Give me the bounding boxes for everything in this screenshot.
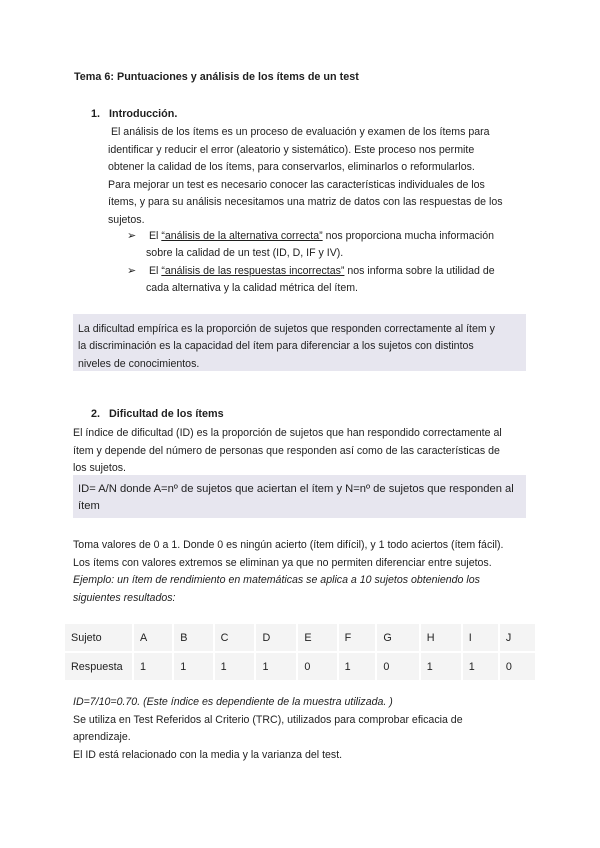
formula-box [73, 475, 526, 518]
formula-line: ítem [78, 500, 100, 512]
table-cell: 1 [338, 652, 377, 680]
table-cell: Respuesta [65, 652, 133, 680]
table-cell: 1 [214, 652, 256, 680]
body-line: sujetos. [108, 213, 145, 226]
body-line: El índice de dificultad (ID) es la proporción de sujetos que han respondido correctamente al [73, 427, 502, 439]
table-cell: E [297, 624, 337, 652]
callout-line: niveles de conocimientos. [78, 357, 200, 370]
section-2-heading [91, 408, 224, 420]
result-line: ID=7/10=0.70. (Este índice es dependiente de la muestra utilizada. ) [73, 696, 393, 708]
body-line: identificar y reducir el error (aleatorio y sistemático). Este proceso nos permite [108, 143, 475, 156]
body-line: Los ítems con valores extremos se eliminan ya que no permiten diferenciar entre sujetos. [73, 556, 492, 569]
document-title: Tema 6: Puntuaciones y análisis de los ítems de un test [74, 71, 359, 83]
results-table [65, 624, 537, 680]
closing-paragraph [73, 694, 463, 764]
body-line: Para mejorar un test es necesario conocer las características individuales de los [108, 178, 485, 191]
table-cell: D [255, 624, 297, 652]
section-2-title: Dificultad de los ítems [109, 408, 224, 420]
table-cell: 1 [462, 652, 499, 680]
body-line: Toma valores de 0 a 1. Donde 0 es ningún acierto (ítem difícil), y 1 todo aciertos (ítem fácil). [73, 539, 504, 551]
body-line: ítem y depende del número de personas que responden así como de las características de [73, 444, 500, 457]
callout-line: la discriminación es la capacidad del ítem para diferenciar a los sujetos con distintos [78, 340, 474, 353]
table-cell: H [420, 624, 462, 652]
table-cell: J [499, 624, 536, 652]
body-line: ítems, y para su análisis necesitamos una matriz de datos con las respuestas de los [108, 196, 503, 209]
bullet-text: El “análisis de la alternativa correcta” nos proporciona mucha información [146, 230, 495, 242]
table-cell: C [214, 624, 256, 652]
table-cell: B [173, 624, 213, 652]
underlined-term: “análisis de las respuestas incorrectas” [161, 265, 345, 277]
section-2-intro [73, 425, 502, 478]
table-cell: 0 [297, 652, 337, 680]
table-row [65, 624, 536, 652]
arrow-bullet-icon: ➢ [127, 230, 137, 242]
section-1-heading [91, 108, 177, 120]
callout-line: La dificultad empírica es la proporción de sujetos que responden correctamente al ítem y [78, 323, 495, 335]
bullet-text-line-2: cada alternativa y la calidad métrica del ítem. [146, 282, 358, 295]
table-cell: A [133, 624, 173, 652]
table-cell: F [338, 624, 377, 652]
table-cell: 1 [420, 652, 462, 680]
underlined-term: “análisis de la alternativa correcta” [161, 230, 323, 242]
section-1-title: Introducción. [109, 108, 178, 120]
table-cell: Sujeto [65, 624, 133, 652]
body-line: aprendizaje. [73, 731, 131, 744]
body-line: los sujetos. [73, 462, 126, 475]
section-1-body [108, 124, 503, 230]
table-cell: 1 [173, 652, 213, 680]
bullet-text: El “análisis de las respuestas incorrectas” nos informa sobre la utilidad de [146, 265, 495, 277]
body-line: El análisis de los ítems es un proceso de evaluación y examen de los ítems para [108, 126, 490, 138]
example-line: Ejemplo: un ítem de rendimiento en matemáticas se aplica a 10 sujetos obteniendo los [73, 574, 480, 587]
example-line: siguientes resultados: [73, 591, 176, 604]
table-cell: I [462, 624, 499, 652]
bullet-item [127, 228, 494, 263]
bullet-item [127, 263, 495, 298]
table-cell: 0 [376, 652, 419, 680]
table-row [65, 652, 536, 680]
table-cell: G [376, 624, 419, 652]
table-cell: 1 [133, 652, 173, 680]
callout-box [73, 314, 526, 371]
values-paragraph [73, 537, 503, 607]
table-cell: 0 [499, 652, 536, 680]
section-2-number: 2. [91, 408, 101, 420]
section-1-number: 1. [91, 108, 101, 120]
body-line: Se utiliza en Test Referidos al Criterio (TRC), utilizados para comprobar eficacia de [73, 713, 463, 726]
bullet-text-line-2: sobre la calidad de un test (ID, D, IF y IV). [146, 247, 344, 260]
formula-line: ID= A/N donde A=nº de sujetos que aciertan el ítem y N=nº de sujetos que responden al [78, 483, 514, 495]
table-cell: 1 [255, 652, 297, 680]
body-line: El ID está relacionado con la media y la varianza del test. [73, 748, 343, 761]
arrow-bullet-icon: ➢ [127, 265, 137, 277]
body-line: obtener la calidad de los ítems, para conservarlos, eliminarlos o reformularlos. [108, 161, 475, 174]
